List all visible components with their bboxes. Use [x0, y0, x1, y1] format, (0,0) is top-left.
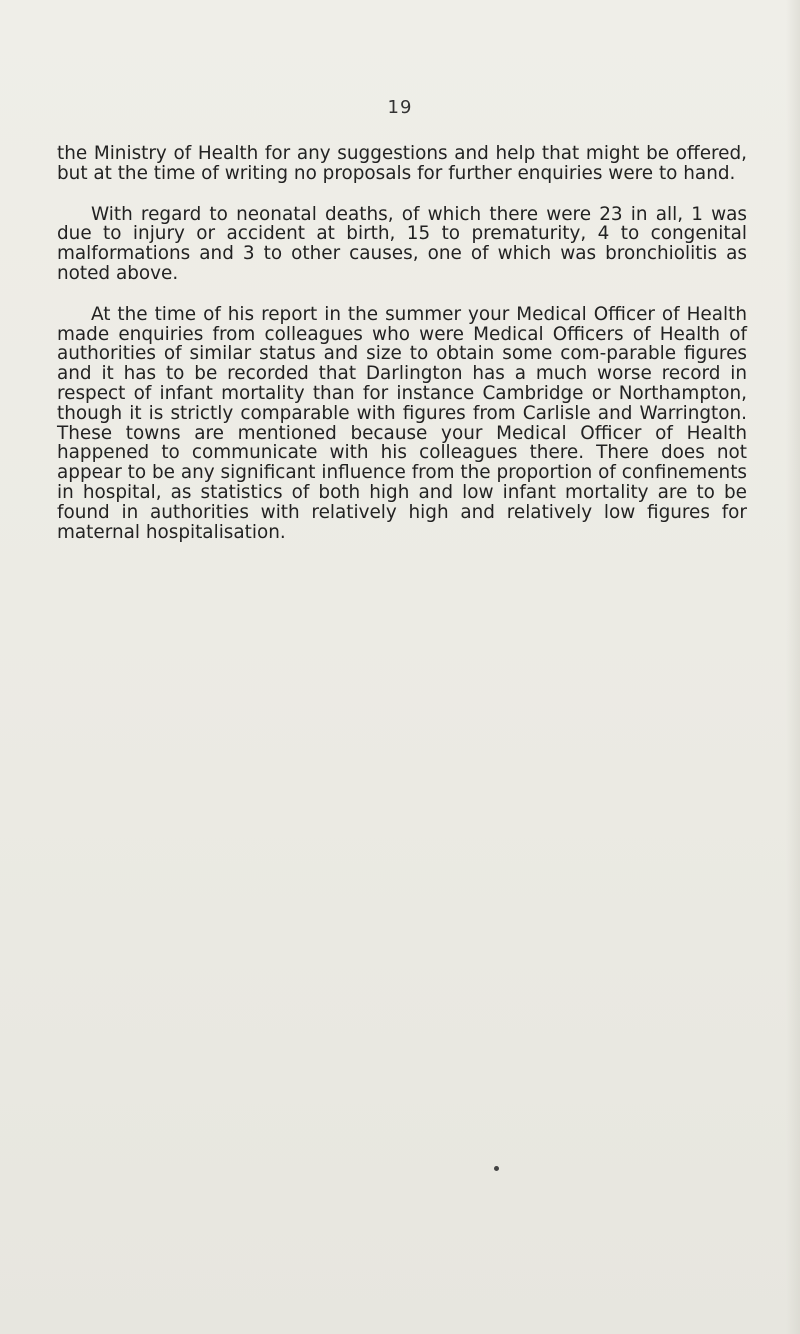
paragraph-comparison-report: At the time of his report in the summer your Medical Officer of Health made enquiries from colleagues who were Medical Officers of Health of authorities of similar status and size to obtain some com-parable figures and it has to be recorded that Darlington has a much worse record in respect of infant mortality than for instance Cambridge or Northampton, though it is strictly comparable with figures from Carlisle and Warrington. These towns are mentioned because your Medical Officer of Health happened to communicate with his colleagues there. There does not appear to be any significant influence from the proportion of confinements in hospital, as statistics of both high and low infant mortality are to be found in authorities with relatively high and relatively low figures for maternal hospitalisation. — [57, 303, 747, 543]
page-edge-shadow — [786, 0, 800, 1334]
body-text — [57, 144, 747, 563]
paper-speck — [494, 1166, 499, 1171]
paragraph-continuation: the Ministry of Health for any suggestions and help that might be offered, but at the time of writing no proposals for further enquiries were to hand. — [57, 143, 747, 184]
paragraph-neonatal-deaths: With regard to neonatal deaths, of which there were 23 in all, 1 was due to injury or accident at birth, 15 to prematurity, 4 to congenital malformations and 3 to other causes, one of which was bronchiolitis as noted above. — [57, 203, 747, 284]
page-number: 19 — [387, 97, 413, 118]
